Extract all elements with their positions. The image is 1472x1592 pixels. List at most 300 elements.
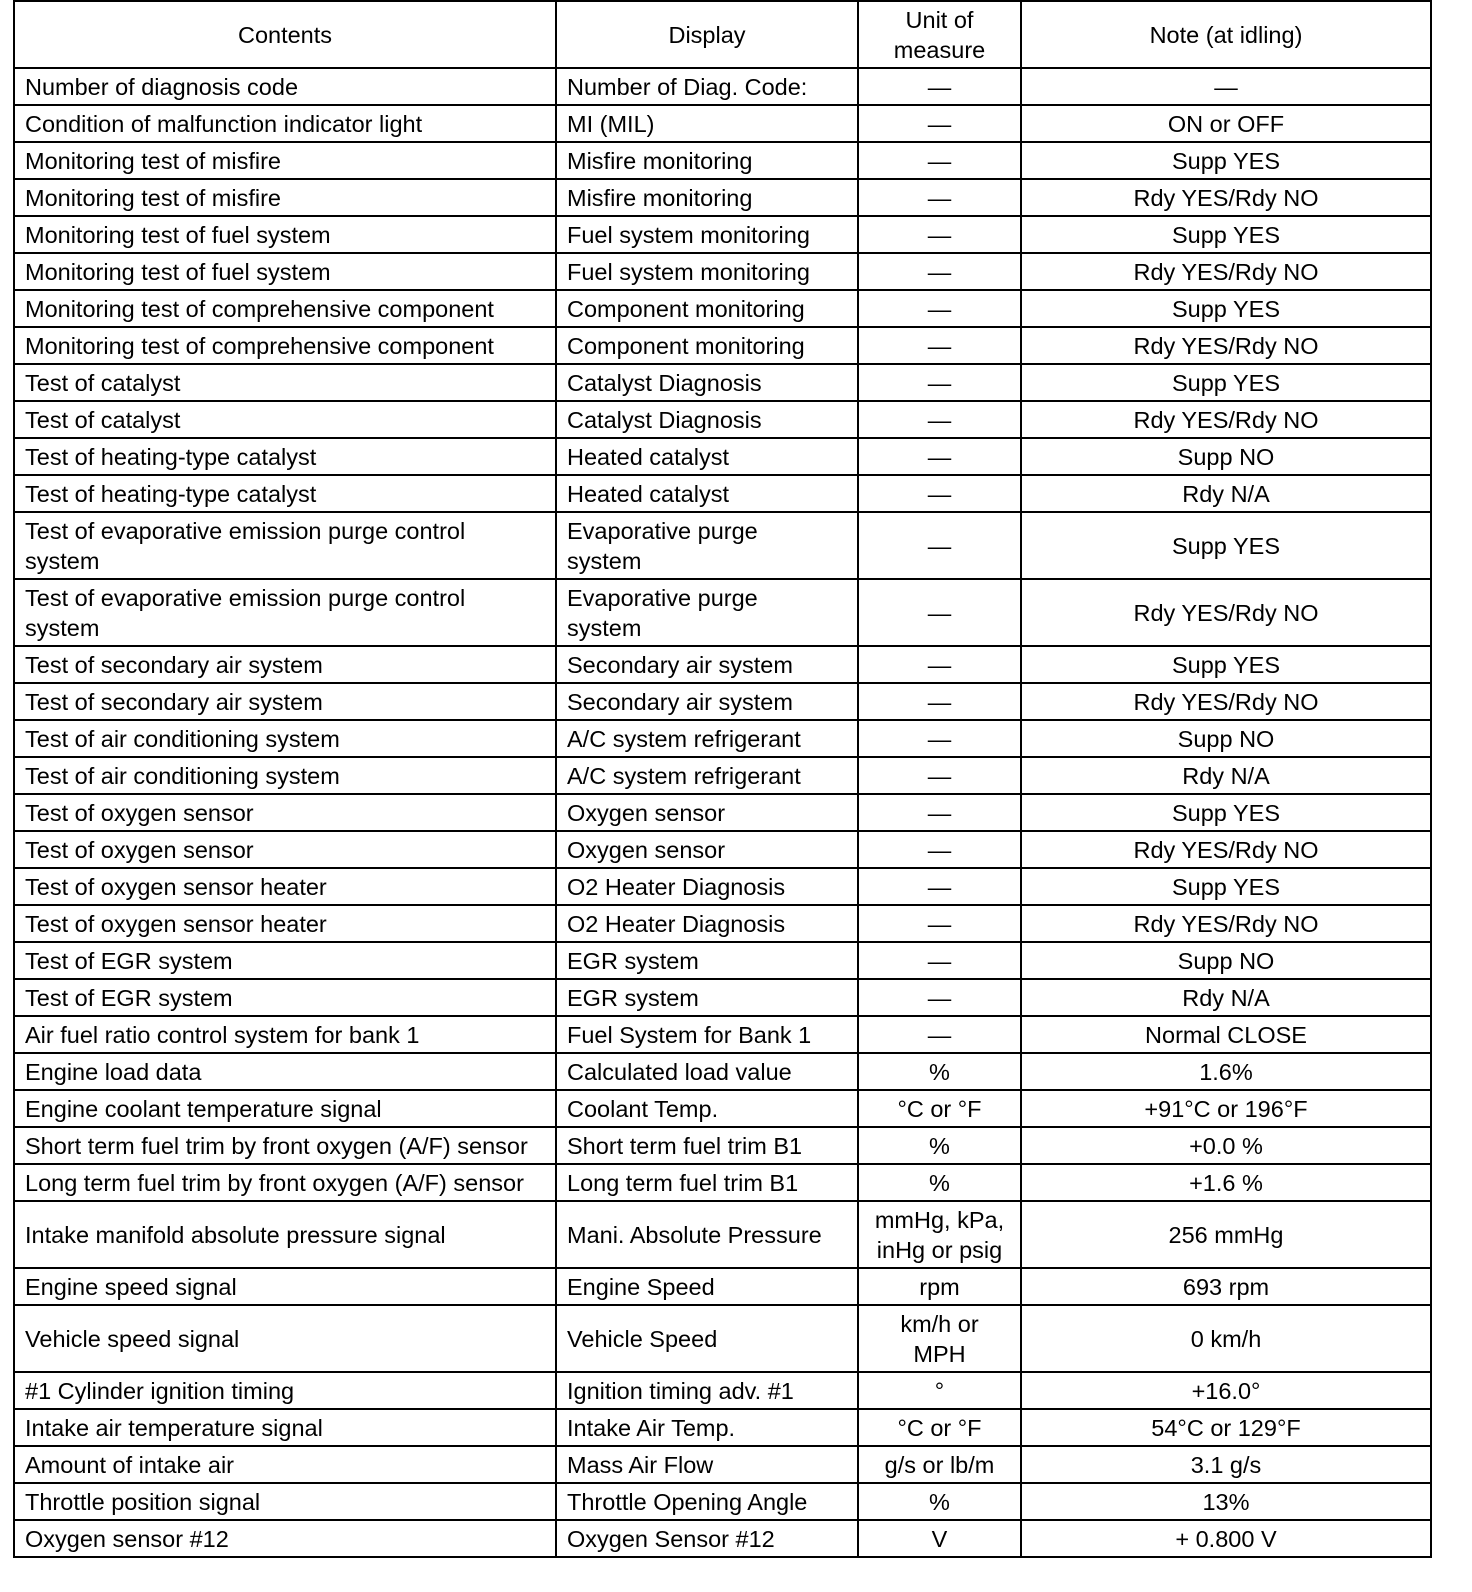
cell-contents-text: Monitoring test of misfire <box>25 184 281 211</box>
cell-note <box>1021 253 1431 290</box>
cell-unit-text: — <box>927 599 952 626</box>
table-row <box>14 942 1431 979</box>
cell-note-text: + 0.800 V <box>1175 1525 1277 1552</box>
cell-unit-text: — <box>927 799 952 826</box>
cell-display <box>556 1268 858 1305</box>
cell-unit-text: — <box>927 480 952 507</box>
cell-unit <box>858 1268 1021 1305</box>
cell-display-text: Secondary air system <box>567 688 793 715</box>
cell-contents-text: Test of EGR system <box>25 984 233 1011</box>
cell-unit <box>858 794 1021 831</box>
cell-contents-text: Intake manifold absolute pressure signal <box>25 1221 446 1248</box>
cell-unit-text: % <box>929 1058 950 1085</box>
cell-display-text: Mani. Absolute Pressure <box>567 1221 822 1248</box>
cell-unit-text: mmHg, kPa, inHg or psig <box>874 1206 1005 1263</box>
cell-display-text: Oxygen sensor <box>567 799 726 826</box>
cell-contents <box>14 327 556 364</box>
cell-unit-text: % <box>929 1169 950 1196</box>
cell-display-text: Oxygen Sensor #12 <box>567 1525 775 1552</box>
cell-unit <box>858 1164 1021 1201</box>
cell-note-text: 54°C or 129°F <box>1151 1414 1301 1441</box>
cell-note <box>1021 1305 1431 1372</box>
cell-note-text: +91°C or 196°F <box>1144 1095 1308 1122</box>
cell-unit <box>858 401 1021 438</box>
cell-contents <box>14 142 556 179</box>
cell-display-text: Evaporative purge system <box>567 517 758 574</box>
table-row <box>14 1090 1431 1127</box>
cell-display-text: Misfire monitoring <box>567 184 753 211</box>
cell-display <box>556 438 858 475</box>
cell-display-text: Misfire monitoring <box>567 147 753 174</box>
cell-display-text: EGR system <box>567 947 699 974</box>
cell-unit-text: — <box>927 532 952 559</box>
cell-note-text: Normal CLOSE <box>1145 1021 1307 1048</box>
cell-contents-text: Monitoring test of fuel system <box>25 258 331 285</box>
cell-unit-text: km/h or MPH <box>900 1310 979 1367</box>
cell-unit <box>858 1090 1021 1127</box>
cell-note-text: Supp NO <box>1177 443 1275 470</box>
cell-note-text: Rdy YES/Rdy NO <box>1133 406 1319 433</box>
cell-note-text: Rdy N/A <box>1182 480 1270 507</box>
cell-unit <box>858 512 1021 579</box>
cell-unit <box>858 757 1021 794</box>
cell-note-text: Supp NO <box>1177 947 1275 974</box>
cell-display-text: Short term fuel trim B1 <box>567 1132 803 1159</box>
cell-unit-text: V <box>931 1525 948 1552</box>
cell-unit <box>858 1053 1021 1090</box>
cell-contents-text: Test of EGR system <box>25 947 233 974</box>
table-row <box>14 179 1431 216</box>
cell-display-text: Evaporative purge system <box>567 584 758 641</box>
cell-note <box>1021 475 1431 512</box>
cell-contents-text: Engine speed signal <box>25 1273 237 1300</box>
table-row <box>14 905 1431 942</box>
cell-unit <box>858 1483 1021 1520</box>
cell-display-text: Fuel system monitoring <box>567 221 810 248</box>
cell-unit <box>858 253 1021 290</box>
cell-note-text: Supp YES <box>1171 369 1280 396</box>
table-row <box>14 438 1431 475</box>
cell-contents-text: Test of catalyst <box>25 406 181 433</box>
cell-contents <box>14 1127 556 1164</box>
cell-note-text: Rdy YES/Rdy NO <box>1133 332 1319 359</box>
cell-note <box>1021 868 1431 905</box>
cell-contents-text: Condition of malfunction indicator light <box>25 110 423 137</box>
cell-contents-text: Test of air conditioning system <box>25 762 340 789</box>
cell-display <box>556 327 858 364</box>
cell-note-text: Rdy N/A <box>1182 762 1270 789</box>
cell-note-text: Supp YES <box>1171 873 1280 900</box>
cell-unit <box>858 216 1021 253</box>
cell-note-text: +0.0 % <box>1189 1132 1263 1159</box>
cell-unit <box>858 179 1021 216</box>
cell-unit-text: — <box>927 1021 952 1048</box>
cell-contents-text: Test of heating-type catalyst <box>25 443 317 470</box>
table-row <box>14 579 1431 646</box>
cell-note-text: 0 km/h <box>1190 1325 1262 1352</box>
cell-display <box>556 1305 858 1372</box>
cell-note-text: Supp YES <box>1171 221 1280 248</box>
cell-note <box>1021 512 1431 579</box>
cell-display-text: Heated catalyst <box>567 443 729 470</box>
table-row <box>14 1268 1431 1305</box>
cell-note-text: ON or OFF <box>1167 110 1285 137</box>
cell-unit-text: — <box>927 110 952 137</box>
cell-contents-text: Number of diagnosis code <box>25 73 299 100</box>
cell-contents <box>14 794 556 831</box>
cell-display <box>556 1053 858 1090</box>
cell-note <box>1021 831 1431 868</box>
cell-unit <box>858 142 1021 179</box>
cell-note <box>1021 579 1431 646</box>
cell-unit <box>858 105 1021 142</box>
cell-contents-text: Test of air conditioning system <box>25 725 340 752</box>
table-row <box>14 1201 1431 1268</box>
table-row <box>14 1483 1431 1520</box>
cell-display <box>556 757 858 794</box>
cell-display-text: Component monitoring <box>567 295 805 322</box>
cell-display <box>556 68 858 105</box>
table-row <box>14 68 1431 105</box>
cell-contents-text: Monitoring test of comprehensive component <box>25 332 494 359</box>
cell-note-text: 3.1 g/s <box>1190 1451 1262 1478</box>
table-row <box>14 364 1431 401</box>
cell-contents-text: Test of oxygen sensor <box>25 836 254 863</box>
cell-contents <box>14 1305 556 1372</box>
table-row <box>14 1053 1431 1090</box>
cell-display-text: Throttle Opening Angle <box>567 1488 808 1515</box>
cell-unit-text: g/s or lb/m <box>884 1451 995 1478</box>
cell-contents-text: Test of evaporative emission purge control system <box>25 584 466 641</box>
cell-unit <box>858 1305 1021 1372</box>
cell-unit <box>858 364 1021 401</box>
cell-display-text: Heated catalyst <box>567 480 729 507</box>
cell-display-text: O2 Heater Diagnosis <box>567 873 786 900</box>
cell-note-text: Supp YES <box>1171 147 1280 174</box>
cell-display-text: Catalyst Diagnosis <box>567 406 762 433</box>
cell-note-text: Supp NO <box>1177 725 1275 752</box>
cell-contents-text: Long term fuel trim by front oxygen (A/F) sensor <box>25 1169 524 1196</box>
cell-unit-text: — <box>927 295 952 322</box>
cell-note-text: Supp YES <box>1171 799 1280 826</box>
cell-contents-text: Vehicle speed signal <box>25 1325 240 1352</box>
diagnostic-data-sheet <box>13 0 1432 1558</box>
cell-display <box>556 1164 858 1201</box>
cell-note <box>1021 1016 1431 1053</box>
table-row <box>14 327 1431 364</box>
cell-unit <box>858 1201 1021 1268</box>
cell-unit-text: — <box>927 443 952 470</box>
cell-contents-text: Test of secondary air system <box>25 651 323 678</box>
cell-display-text: Fuel System for Bank 1 <box>567 1021 812 1048</box>
cell-display-text: Ignition timing adv. #1 <box>567 1377 794 1404</box>
cell-contents <box>14 942 556 979</box>
diagnostic-data-table <box>13 0 1432 1558</box>
cell-display-text: Component monitoring <box>567 332 805 359</box>
table-body <box>14 68 1431 1557</box>
cell-note <box>1021 1164 1431 1201</box>
cell-note-text: Supp YES <box>1171 651 1280 678</box>
cell-contents <box>14 831 556 868</box>
table-row <box>14 512 1431 579</box>
cell-note-text: Rdy YES/Rdy NO <box>1133 688 1319 715</box>
cell-contents <box>14 757 556 794</box>
cell-note-text: +16.0° <box>1191 1377 1261 1404</box>
cell-contents <box>14 1164 556 1201</box>
cell-note <box>1021 1409 1431 1446</box>
cell-note <box>1021 1446 1431 1483</box>
cell-unit-text: — <box>927 984 952 1011</box>
cell-contents <box>14 216 556 253</box>
table-row <box>14 216 1431 253</box>
cell-contents <box>14 475 556 512</box>
cell-note <box>1021 979 1431 1016</box>
cell-unit-text: — <box>927 910 952 937</box>
cell-contents <box>14 1372 556 1409</box>
cell-contents <box>14 253 556 290</box>
cell-display <box>556 253 858 290</box>
cell-unit-text: — <box>927 258 952 285</box>
cell-unit <box>858 1409 1021 1446</box>
cell-contents <box>14 438 556 475</box>
cell-contents-text: Test of oxygen sensor <box>25 799 254 826</box>
cell-note <box>1021 905 1431 942</box>
table-row <box>14 1127 1431 1164</box>
table-row <box>14 831 1431 868</box>
cell-contents <box>14 364 556 401</box>
cell-display <box>556 1127 858 1164</box>
table-row <box>14 1305 1431 1372</box>
cell-note <box>1021 1483 1431 1520</box>
cell-note-text: Rdy YES/Rdy NO <box>1133 910 1319 937</box>
cell-contents-text: Test of evaporative emission purge control system <box>25 517 466 574</box>
cell-display-text: Mass Air Flow <box>567 1451 714 1478</box>
cell-display <box>556 942 858 979</box>
cell-display <box>556 475 858 512</box>
cell-display-text: A/C system refrigerant <box>567 725 801 752</box>
cell-unit-text: — <box>927 762 952 789</box>
table-row <box>14 105 1431 142</box>
cell-contents <box>14 579 556 646</box>
cell-note <box>1021 438 1431 475</box>
cell-note-text: Supp YES <box>1171 295 1280 322</box>
cell-display <box>556 831 858 868</box>
cell-contents <box>14 979 556 1016</box>
cell-unit <box>858 942 1021 979</box>
cell-display <box>556 1520 858 1557</box>
header-unit-of-measure: Unit of measure <box>858 1 1021 68</box>
cell-display <box>556 683 858 720</box>
cell-display <box>556 979 858 1016</box>
table-row <box>14 794 1431 831</box>
cell-contents <box>14 1016 556 1053</box>
cell-display <box>556 1372 858 1409</box>
cell-unit-text: — <box>927 651 952 678</box>
cell-display-text: A/C system refrigerant <box>567 762 801 789</box>
cell-unit <box>858 683 1021 720</box>
cell-display <box>556 720 858 757</box>
cell-display <box>556 105 858 142</box>
cell-note <box>1021 105 1431 142</box>
table-row <box>14 1409 1431 1446</box>
cell-unit <box>858 720 1021 757</box>
cell-display <box>556 646 858 683</box>
cell-contents-text: Oxygen sensor #12 <box>25 1525 229 1552</box>
cell-unit-text: — <box>927 688 952 715</box>
header-display: Display <box>556 1 858 68</box>
cell-contents <box>14 68 556 105</box>
cell-note <box>1021 683 1431 720</box>
table-row <box>14 1446 1431 1483</box>
cell-unit-text: — <box>927 332 952 359</box>
cell-display-text: Number of Diag. Code: <box>567 73 808 100</box>
cell-unit-text: °C or °F <box>897 1095 982 1122</box>
cell-unit-text: °C or °F <box>897 1414 982 1441</box>
cell-note <box>1021 401 1431 438</box>
cell-unit-text: — <box>927 73 952 100</box>
cell-display-text: Intake Air Temp. <box>567 1414 736 1441</box>
cell-note <box>1021 327 1431 364</box>
cell-display <box>556 1201 858 1268</box>
cell-contents <box>14 1446 556 1483</box>
cell-contents <box>14 1053 556 1090</box>
cell-display-text: Vehicle Speed <box>567 1325 718 1352</box>
cell-display-text: Oxygen sensor <box>567 836 726 863</box>
cell-note <box>1021 216 1431 253</box>
cell-display <box>556 1446 858 1483</box>
cell-contents <box>14 1268 556 1305</box>
cell-note <box>1021 1201 1431 1268</box>
cell-note-text: Supp YES <box>1171 532 1280 559</box>
cell-display <box>556 179 858 216</box>
cell-unit <box>858 1446 1021 1483</box>
cell-display <box>556 1409 858 1446</box>
table-row <box>14 1164 1431 1201</box>
cell-display <box>556 216 858 253</box>
cell-display-text: Coolant Temp. <box>567 1095 719 1122</box>
cell-note <box>1021 794 1431 831</box>
cell-display <box>556 1090 858 1127</box>
cell-display-text: Calculated load value <box>567 1058 792 1085</box>
cell-contents-text: Intake air temperature signal <box>25 1414 323 1441</box>
cell-unit-text: — <box>927 725 952 752</box>
cell-note-text: Rdy YES/Rdy NO <box>1133 836 1319 863</box>
table-row <box>14 1520 1431 1557</box>
cell-contents <box>14 905 556 942</box>
table-row <box>14 757 1431 794</box>
cell-unit-text: ° <box>934 1377 945 1404</box>
cell-contents <box>14 105 556 142</box>
cell-display <box>556 142 858 179</box>
cell-unit-text: — <box>927 221 952 248</box>
cell-display <box>556 868 858 905</box>
cell-display <box>556 794 858 831</box>
cell-note <box>1021 364 1431 401</box>
cell-display <box>556 290 858 327</box>
cell-contents <box>14 1201 556 1268</box>
cell-unit <box>858 327 1021 364</box>
table-row <box>14 683 1431 720</box>
cell-note <box>1021 757 1431 794</box>
cell-note <box>1021 1268 1431 1305</box>
cell-contents-text: Monitoring test of misfire <box>25 147 281 174</box>
cell-contents <box>14 512 556 579</box>
cell-contents-text: Test of heating-type catalyst <box>25 480 317 507</box>
table-row <box>14 720 1431 757</box>
cell-display-text: Fuel system monitoring <box>567 258 810 285</box>
cell-unit <box>858 1372 1021 1409</box>
cell-contents <box>14 683 556 720</box>
cell-unit-text: — <box>927 836 952 863</box>
cell-unit-text: — <box>927 369 952 396</box>
cell-unit-text: — <box>927 406 952 433</box>
cell-contents-text: Engine load data <box>25 1058 202 1085</box>
header-contents: Contents <box>14 1 556 68</box>
cell-note-text: 693 rpm <box>1182 1273 1270 1300</box>
table-row <box>14 1016 1431 1053</box>
cell-unit <box>858 905 1021 942</box>
cell-contents-text: Test of oxygen sensor heater <box>25 873 327 900</box>
cell-unit <box>858 579 1021 646</box>
cell-contents <box>14 290 556 327</box>
table-row <box>14 142 1431 179</box>
cell-unit-text: — <box>927 947 952 974</box>
header-note: Note (at idling) <box>1021 1 1431 68</box>
table-row <box>14 475 1431 512</box>
cell-contents-text: #1 Cylinder ignition timing <box>25 1377 295 1404</box>
cell-note <box>1021 179 1431 216</box>
cell-note <box>1021 1127 1431 1164</box>
cell-contents <box>14 179 556 216</box>
cell-note-text: 1.6% <box>1199 1058 1253 1085</box>
cell-note <box>1021 720 1431 757</box>
cell-contents <box>14 1483 556 1520</box>
cell-unit <box>858 868 1021 905</box>
cell-unit <box>858 831 1021 868</box>
cell-note <box>1021 646 1431 683</box>
cell-unit-text: % <box>929 1488 950 1515</box>
cell-note-text: 13% <box>1202 1488 1250 1515</box>
cell-contents <box>14 1090 556 1127</box>
cell-note-text: 256 mmHg <box>1168 1221 1284 1248</box>
cell-contents <box>14 720 556 757</box>
cell-contents-text: Amount of intake air <box>25 1451 234 1478</box>
cell-note <box>1021 1372 1431 1409</box>
cell-contents-text: Test of secondary air system <box>25 688 323 715</box>
cell-contents <box>14 401 556 438</box>
cell-unit <box>858 438 1021 475</box>
cell-unit <box>858 290 1021 327</box>
cell-display <box>556 1016 858 1053</box>
cell-unit <box>858 646 1021 683</box>
table-row <box>14 646 1431 683</box>
cell-display-text: Catalyst Diagnosis <box>567 369 762 396</box>
cell-note <box>1021 290 1431 327</box>
cell-display-text: O2 Heater Diagnosis <box>567 910 786 937</box>
cell-contents-text: Monitoring test of fuel system <box>25 221 331 248</box>
table-row <box>14 290 1431 327</box>
cell-unit <box>858 979 1021 1016</box>
cell-display-text: EGR system <box>567 984 699 1011</box>
cell-contents <box>14 1520 556 1557</box>
cell-unit-text: — <box>927 184 952 211</box>
cell-note-text: Rdy N/A <box>1182 984 1270 1011</box>
cell-contents-text: Air fuel ratio control system for bank 1 <box>25 1021 420 1048</box>
cell-contents-text: Throttle position signal <box>25 1488 261 1515</box>
header-row <box>14 1 1431 68</box>
cell-contents-text: Engine coolant temperature signal <box>25 1095 382 1122</box>
cell-unit <box>858 68 1021 105</box>
